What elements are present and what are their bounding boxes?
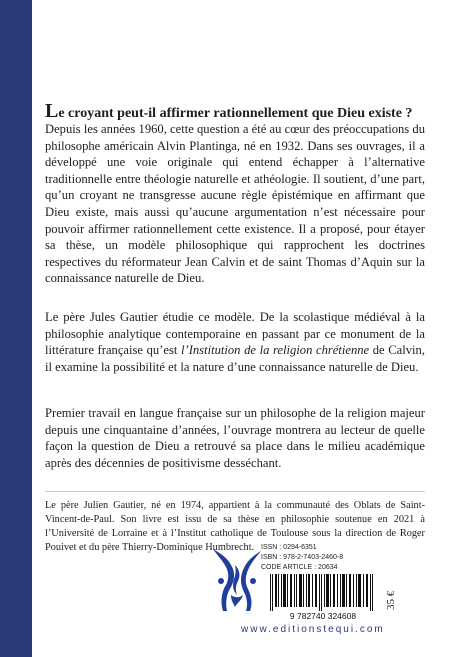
cover-headline [45, 100, 435, 122]
summary-paragraph-3: Premier travail en langue française sur un philosophe de la religion majeur depuis une cinquantaine d’années, l’ouvrage montrera au lecteur de quelle façon la question de Dieu a retrouvé sa place dans le milieu académique après des décennies de positivisme desséchant. [45, 406, 425, 470]
paragraph-2-before: Le père Jules Gautier étudie ce modèle. De la scolastique médiéval à la philosophie analytique contemporaine en passant par ce monument de la littérature française qu’est [45, 310, 425, 358]
author-bio: Le père Julien Gautier, né en 1974, appartient à la communauté des Oblats de Saint-Vincent-de-Paul. Son livre est issu de sa thèse en philosophie soutenue en 2021 à l’Université de Lorraine et à l’Institut catholique de Toulouse sous la direction de Roger Pouivet et du père Thierry-Dominique Humbrecht. [45, 500, 425, 553]
book-spine-band [0, 0, 32, 657]
price-text: 35 € [385, 590, 397, 610]
barcode-number: 9 782740 324608 [289, 611, 357, 621]
book-metadata [261, 543, 343, 573]
publisher-url[interactable]: www.editionstequi.com [241, 624, 385, 635]
price-label [381, 574, 399, 614]
isbn-barcode [268, 574, 378, 611]
publisher-logo-icon [205, 545, 269, 615]
back-cover-content [45, 0, 435, 657]
book-title-reference: l’Institution de la religion chrétienne [181, 343, 370, 358]
headline-text: e croyant peut-il affirmer rationnellement que Dieu existe ? [58, 106, 413, 121]
issn-text: ISSN : 0294-6351 [261, 544, 317, 551]
summary-paragraph-1: Depuis les années 1960, cette question a été au cœur des préoccupations du philosophe américain Alvin Plantinga, né en 1932. Dans ses ouvrages, il a développé une voie originale qui entend échapper à l’alternative traditionnelle entre théologie naturelle et athéologie. Il soutient, d’une part, qu’un croyant ne transgresse aucune règle épistémique en affirmant que Dieu existe, mais aussi qu’aucune argumentation n’est nécessaire pour pouvoir affirmer rationnellement cette existence. Il a proposé, pour étayer sa thèse, un modèle philosophique qui rapprochent les doctrines respectives du réformateur Jean Calvin et de saint Thomas d’Aquin sur la connaissance naturelle de Dieu. [45, 122, 425, 286]
code-article-text: CODE ARTICLE : 20634 [261, 564, 338, 571]
headline-dropcap: L [45, 100, 59, 122]
isbn-text: ISBN : 978-2-7403-2460-8 [261, 554, 344, 561]
summary-paragraph-2 [45, 309, 425, 375]
section-divider [45, 491, 425, 492]
paragraph-2-after: de Calvin, il examine la possibilité et la nature d’une connaissance naturelle de Dieu. [45, 343, 425, 374]
